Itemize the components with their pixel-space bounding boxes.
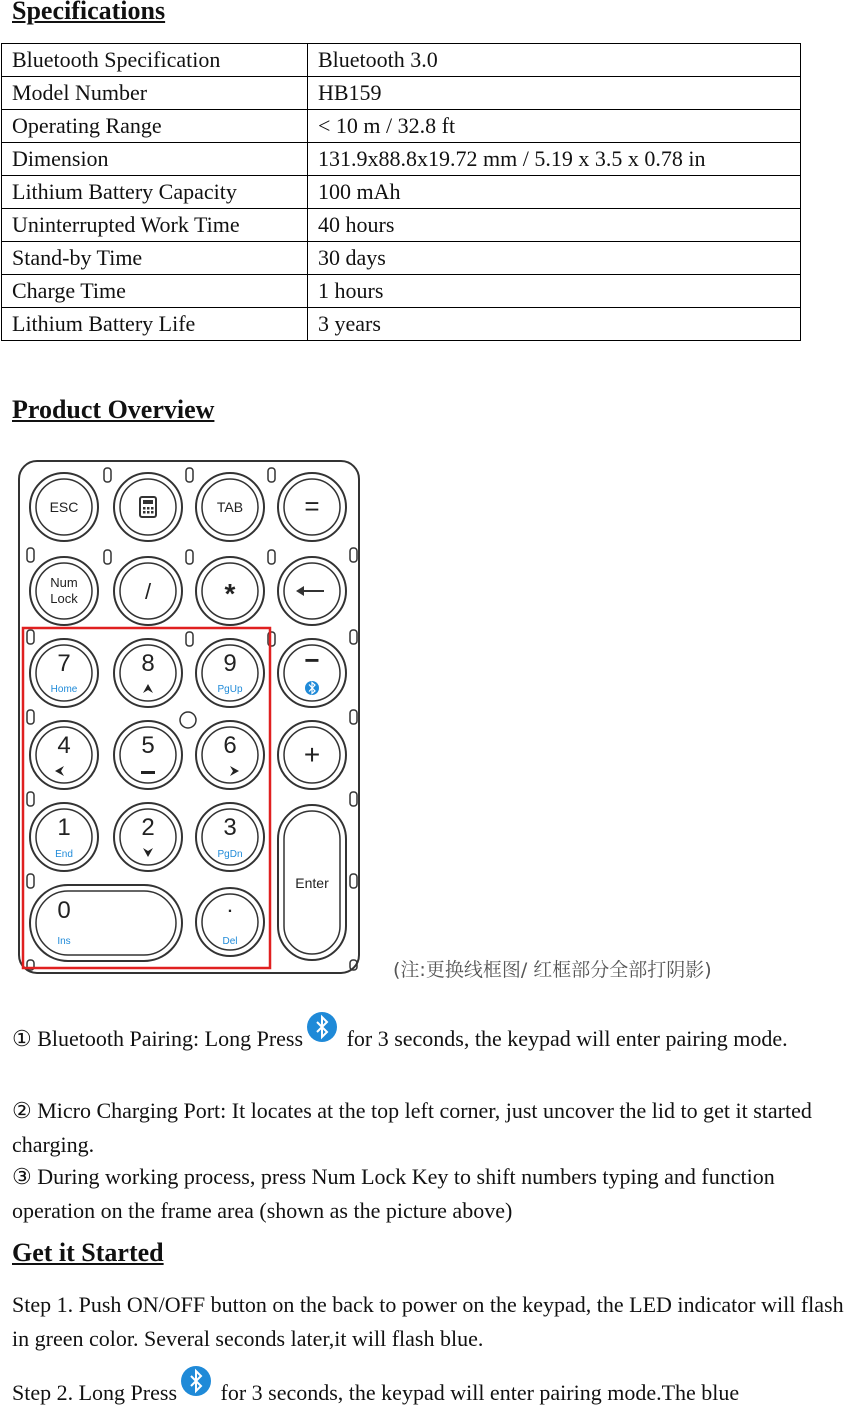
key-label-0: 0	[57, 897, 71, 924]
table-row	[2, 110, 801, 143]
center-dash-icon	[141, 771, 155, 774]
spec-value: HB159	[308, 77, 801, 110]
spec-label: Lithium Battery Capacity	[2, 176, 308, 209]
specifications-table	[1, 43, 801, 341]
spec-label: Stand-by Time	[2, 242, 308, 275]
get-it-started-heading: Get it Started	[12, 1238, 164, 1267]
key-label-num: Num	[50, 575, 78, 590]
key-label-decimal: .	[227, 899, 233, 916]
key-label-3: 3	[223, 814, 237, 841]
key-label-end: End	[55, 849, 73, 860]
bluetooth-icon	[181, 1366, 211, 1396]
overview-item-1-text-b: for 3 seconds, the keypad will enter pairing mode.	[341, 1026, 788, 1051]
key-label-home: Home	[50, 684, 78, 695]
keypad-illustration	[18, 460, 362, 976]
spec-label: Model Number	[2, 77, 308, 110]
step-1-text: Step 1. Push ON/OFF button on the back to power on the keypad, the LED indicator will flash in green color. Several seconds later,it will flash blue.	[12, 1292, 844, 1351]
revision-note: (注:更换线框图/ 红框部分全部打阴影)	[393, 959, 712, 981]
bluetooth-icon	[307, 1012, 337, 1042]
table-row	[2, 308, 801, 341]
key-label-9: 9	[223, 650, 237, 677]
key-label-pgdn: PgDn	[217, 849, 243, 860]
table-row	[2, 143, 801, 176]
spec-value: 100 mAh	[308, 176, 801, 209]
spec-value: 40 hours	[308, 209, 801, 242]
spec-value: 1 hours	[308, 275, 801, 308]
spec-value: 3 years	[308, 308, 801, 341]
key-label-pgup: PgUp	[217, 684, 243, 695]
specifications-heading: Specifications	[12, 0, 166, 25]
overview-item-1	[12, 1020, 842, 1056]
key-0	[30, 885, 182, 961]
key-label-6: 6	[223, 732, 237, 759]
table-row	[2, 209, 801, 242]
key-label-tab: TAB	[216, 499, 244, 515]
overview-item-1-text-a: ① Bluetooth Pairing: Long Press	[12, 1026, 304, 1051]
table-row	[2, 77, 801, 110]
step-2-text-a: Step 2. Long Press	[12, 1380, 177, 1405]
spec-value: Bluetooth 3.0	[308, 44, 801, 77]
spec-label: Operating Range	[2, 110, 308, 143]
table-row	[2, 242, 801, 275]
key-label-minus: −	[304, 645, 320, 675]
spec-label: Uninterrupted Work Time	[2, 209, 308, 242]
table-row	[2, 176, 801, 209]
key-label-8: 8	[141, 650, 155, 677]
overview-item-3: ③ During working process, press Num Lock Key to shift numbers typing and function operation on the frame area (shown as the picture above)	[12, 1164, 775, 1223]
key-label-7: 7	[57, 650, 71, 677]
bluetooth-icon	[305, 681, 319, 695]
spec-value: 131.9x88.8x19.72 mm / 5.19 x 3.5 x 0.78 in	[308, 143, 801, 176]
table-row	[2, 275, 801, 308]
spec-label: Dimension	[2, 143, 308, 176]
key-label-2: 2	[141, 814, 155, 841]
spec-value: < 10 m / 32.8 ft	[308, 110, 801, 143]
key-label-divide: /	[144, 579, 152, 604]
key-label-multiply: *	[224, 578, 236, 609]
key-label-1: 1	[57, 814, 71, 841]
spec-label: Charge Time	[2, 275, 308, 308]
key-label-del: Del	[222, 936, 238, 947]
key-label-ins: Ins	[57, 936, 71, 947]
key-label-plus: +	[303, 739, 321, 770]
key-label-5: 5	[141, 732, 155, 759]
key-label-enter: Enter	[295, 875, 329, 891]
key-label-equals: =	[304, 491, 320, 521]
key-label-esc: ESC	[49, 499, 79, 515]
spec-value: 30 days	[308, 242, 801, 275]
step-2-text	[12, 1374, 854, 1410]
key-label-4: 4	[57, 732, 71, 759]
spec-label: Bluetooth Specification	[2, 44, 308, 77]
product-overview-heading: Product Overview	[12, 395, 215, 424]
key-label-lock: Lock	[50, 591, 78, 606]
spec-label: Lithium Battery Life	[2, 308, 308, 341]
step-2-text-b: for 3 seconds, the keypad will enter pairing mode.The blue	[215, 1380, 740, 1405]
table-row	[2, 44, 801, 77]
overview-item-2: ② Micro Charging Port: It locates at the top left corner, just uncover the lid to get it started charging.	[12, 1098, 812, 1157]
